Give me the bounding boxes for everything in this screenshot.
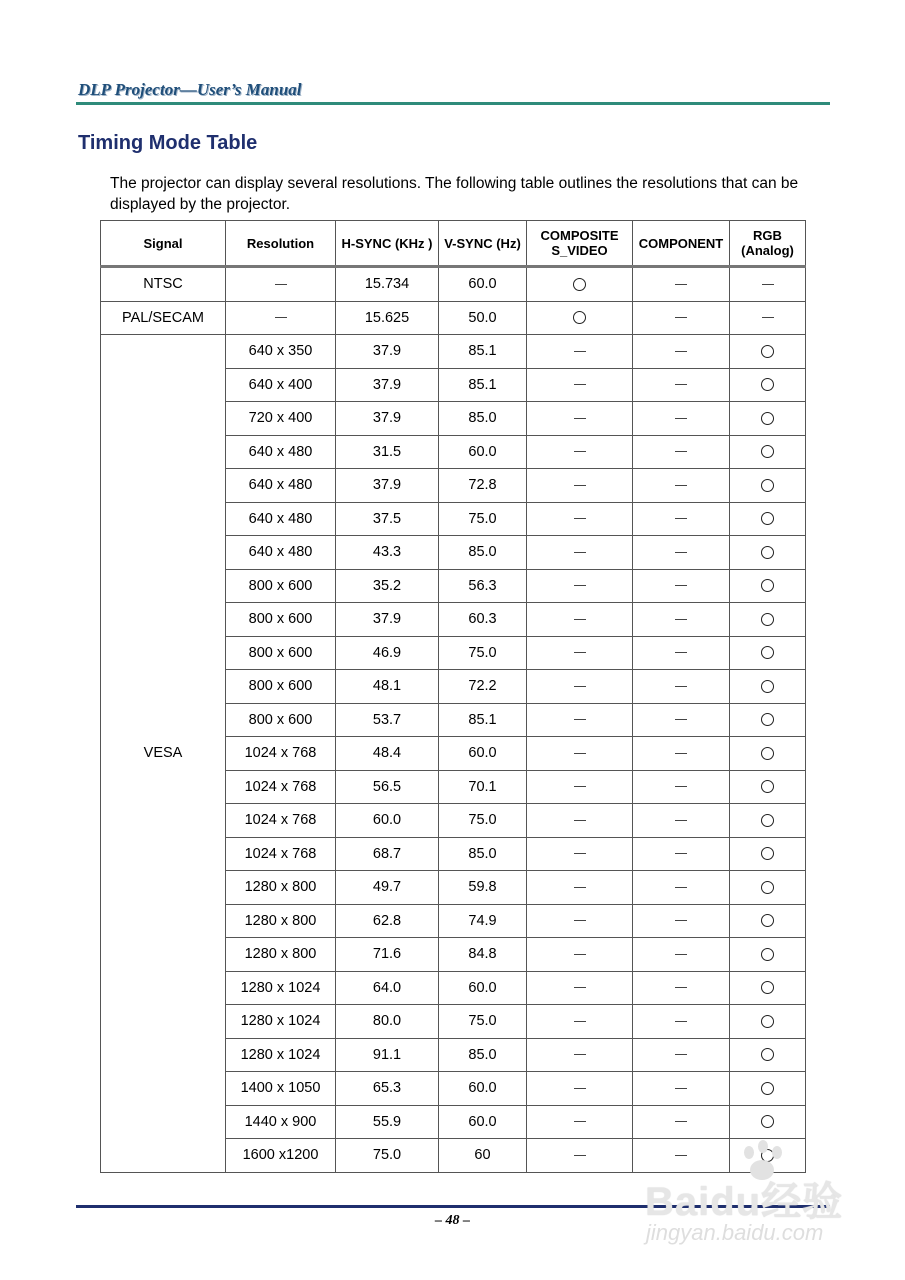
cell-res [226,402,336,436]
cell-h: 37.9 [336,402,439,436]
dash-mark-icon [574,786,586,787]
cell-comp [527,603,633,637]
dash-mark-icon [574,753,586,754]
cell-text: 1280 x 1024 [240,1046,321,1063]
cell-text: 1400 x 1050 [240,1080,321,1097]
cell-v: 60.0 [439,971,527,1005]
cell-rgb [730,737,806,771]
cell-h: 37.9 [336,469,439,503]
dash-mark-icon [574,1121,586,1122]
cell-rgb [730,368,806,402]
watermark-brand: Baidu经验 [645,1180,844,1224]
dash-mark-icon [675,1054,687,1055]
cell-cpt [633,469,730,503]
dash-mark-icon [675,284,687,285]
cell-text: 1280 x 1024 [240,1013,321,1030]
cell-v: 50.0 [439,301,527,335]
dash-mark-icon [574,518,586,519]
cell-comp [527,871,633,905]
cell-cpt [633,502,730,536]
cell-h: 71.6 [336,938,439,972]
dash-mark-icon [574,585,586,586]
dash-mark-icon [675,619,687,620]
cell-v: 85.0 [439,402,527,436]
cell-comp [527,1038,633,1072]
cell-text: 800 x 600 [248,678,313,695]
cell-comp [527,837,633,871]
circle-mark-icon [761,680,774,693]
cell-text: 1024 x 768 [244,845,317,862]
dash-mark-icon [574,887,586,888]
cell-rgb [730,435,806,469]
section-title: Timing Mode Table [78,132,258,154]
cell-v: 75.0 [439,636,527,670]
cell-comp [527,536,633,570]
column-header: Signal [101,221,226,267]
dash-mark-icon [574,719,586,720]
cell-text: 640 x 480 [248,544,313,561]
cell-res [226,1005,336,1039]
dash-mark-icon [574,1155,586,1156]
cell-res [226,603,336,637]
cell-cpt [633,402,730,436]
cell-comp [527,267,633,302]
circle-mark-icon [761,646,774,659]
cell-rgb [730,1105,806,1139]
cell-h: 31.5 [336,435,439,469]
circle-mark-icon [761,1015,774,1028]
cell-cpt [633,871,730,905]
dash-mark-icon [574,954,586,955]
cell-cpt [633,1005,730,1039]
cell-rgb [730,871,806,905]
cell-rgb [730,1038,806,1072]
cell-v: 60.3 [439,603,527,637]
cell-text: 640 x 350 [248,343,313,360]
cell-cpt [633,435,730,469]
cell-text: 1280 x 800 [244,912,317,929]
cell-h: 55.9 [336,1105,439,1139]
dash-mark-icon [675,418,687,419]
cell-cpt [633,603,730,637]
cell-res [226,1105,336,1139]
cell-rgb [730,904,806,938]
cell-res [226,770,336,804]
dash-mark-icon [574,552,586,553]
dash-mark-icon [574,652,586,653]
cell-res [226,971,336,1005]
dash-mark-icon [574,987,586,988]
cell-comp [527,1005,633,1039]
cell-rgb [730,402,806,436]
cell-cpt [633,804,730,838]
cell-text: 1280 x 1024 [240,979,321,996]
cell-res [226,1038,336,1072]
cell-comp [527,636,633,670]
cell-rgb [730,837,806,871]
cell-text: 640 x 480 [248,477,313,494]
cell-h: 15.734 [336,267,439,302]
cell-comp [527,971,633,1005]
cell-text: 1024 x 768 [244,778,317,795]
cell-v: 85.0 [439,536,527,570]
circle-mark-icon [761,914,774,927]
circle-mark-icon [761,948,774,961]
cell-comp [527,1139,633,1173]
cell-v: 85.1 [439,335,527,369]
cell-res [226,469,336,503]
dash-mark-icon [762,317,774,318]
cell-cpt [633,301,730,335]
watermark-url: jingyan.baidu.com [646,1220,824,1245]
cell-h: 80.0 [336,1005,439,1039]
circle-mark-icon [761,981,774,994]
cell-rgb [730,703,806,737]
dash-mark-icon [675,485,687,486]
cell-h: 64.0 [336,971,439,1005]
cell-comp [527,368,633,402]
cell-res [226,938,336,972]
table-row [101,335,806,369]
dash-mark-icon [574,820,586,821]
table-row [101,267,806,302]
dash-mark-icon [675,887,687,888]
cell-text: 640 x 400 [248,376,313,393]
cell-h: 56.5 [336,770,439,804]
column-header: V-SYNC (Hz) [439,221,527,267]
dash-mark-icon [675,719,687,720]
cell-text: 720 x 400 [248,410,313,427]
cell-cpt [633,837,730,871]
cell-res [226,435,336,469]
cell-v: 70.1 [439,770,527,804]
cell-res [226,536,336,570]
cell-v: 84.8 [439,938,527,972]
circle-mark-icon [761,412,774,425]
cell-v: 85.1 [439,703,527,737]
dash-mark-icon [675,686,687,687]
cell-v: 60.0 [439,267,527,302]
cell-comp [527,938,633,972]
cell-res [226,636,336,670]
cell-v: 56.3 [439,569,527,603]
dash-mark-icon [574,853,586,854]
cell-text: 800 x 600 [248,577,313,594]
dash-mark-icon [574,686,586,687]
header-divider [76,102,830,105]
dash-mark-icon [574,619,586,620]
dash-mark-icon [675,552,687,553]
cell-comp [527,703,633,737]
dash-mark-icon [675,954,687,955]
circle-mark-icon [761,445,774,458]
cell-res [226,502,336,536]
cell-comp [527,335,633,369]
cell-h: 37.5 [336,502,439,536]
cell-rgb [730,971,806,1005]
cell-h: 37.9 [336,368,439,402]
cell-res [226,267,336,302]
dash-mark-icon [675,1088,687,1089]
dash-mark-icon [675,317,687,318]
cell-text: 1600 x1200 [242,1147,319,1164]
circle-mark-icon [761,847,774,860]
cell-comp [527,804,633,838]
circle-mark-icon [761,1082,774,1095]
dash-mark-icon [574,920,586,921]
cell-rgb [730,670,806,704]
dash-mark-icon [675,384,687,385]
cell-h: 60.0 [336,804,439,838]
dash-mark-icon [574,384,586,385]
timing-mode-table [100,220,806,1173]
cell-cpt [633,770,730,804]
cell-comp [527,737,633,771]
cell-v: 72.2 [439,670,527,704]
cell-h: 53.7 [336,703,439,737]
cell-signal: PAL/SECAM [101,301,226,335]
cell-comp [527,301,633,335]
cell-text: 640 x 480 [248,443,313,460]
cell-rgb [730,335,806,369]
cell-res [226,368,336,402]
dash-mark-icon [675,987,687,988]
cell-comp [527,770,633,804]
cell-h: 68.7 [336,837,439,871]
cell-text: 1024 x 768 [244,812,317,829]
dash-mark-icon [675,518,687,519]
cell-rgb [730,502,806,536]
circle-mark-icon [573,278,586,291]
cell-h: 48.4 [336,737,439,771]
cell-res [226,670,336,704]
cell-v: 60.0 [439,1072,527,1106]
cell-res [226,871,336,905]
cell-cpt [633,971,730,1005]
cell-h: 48.1 [336,670,439,704]
dash-mark-icon [762,284,774,285]
cell-v: 72.8 [439,469,527,503]
cell-v: 75.0 [439,1005,527,1039]
cell-cpt [633,670,730,704]
column-header: H-SYNC (KHz ) [336,221,439,267]
column-header: COMPOSITE S_VIDEO [527,221,633,267]
cell-cpt [633,636,730,670]
cell-rgb [730,770,806,804]
cell-cpt [633,938,730,972]
circle-mark-icon [761,579,774,592]
cell-comp [527,502,633,536]
cell-comp [527,904,633,938]
header-title: DLP Projector—User’s Manual [78,80,302,99]
cell-comp [527,569,633,603]
cell-h: 43.3 [336,536,439,570]
circle-mark-icon [761,512,774,525]
cell-rgb [730,804,806,838]
cell-signal: NTSC [101,267,226,302]
page-number: – 48 – [435,1213,470,1228]
cell-h: 49.7 [336,871,439,905]
cell-text: 800 x 600 [248,611,313,628]
dash-mark-icon [275,284,287,285]
cell-comp [527,402,633,436]
cell-res [226,1139,336,1173]
cell-v: 85.0 [439,837,527,871]
cell-cpt [633,737,730,771]
dash-mark-icon [675,753,687,754]
dash-mark-icon [675,351,687,352]
cell-v: 60 [439,1139,527,1173]
cell-rgb [730,603,806,637]
column-header: Resolution [226,221,336,267]
cell-comp [527,469,633,503]
circle-mark-icon [761,479,774,492]
column-header: RGB (Analog) [730,221,806,267]
dash-mark-icon [675,585,687,586]
circle-mark-icon [761,881,774,894]
cell-v: 85.1 [439,368,527,402]
cell-res [226,569,336,603]
cell-rgb [730,636,806,670]
dash-mark-icon [574,1021,586,1022]
dash-mark-icon [574,451,586,452]
cell-signal: VESA [101,335,226,1173]
cell-h: 46.9 [336,636,439,670]
cell-cpt [633,904,730,938]
cell-cpt [633,368,730,402]
cell-text: 800 x 600 [248,711,313,728]
circle-mark-icon [761,814,774,827]
dash-mark-icon [675,652,687,653]
cell-comp [527,1105,633,1139]
circle-mark-icon [761,378,774,391]
dash-mark-icon [275,317,287,318]
cell-comp [527,435,633,469]
circle-mark-icon [761,713,774,726]
cell-v: 75.0 [439,804,527,838]
cell-cpt [633,703,730,737]
dash-mark-icon [675,451,687,452]
cell-res [226,737,336,771]
cell-rgb [730,569,806,603]
cell-cpt [633,569,730,603]
cell-comp [527,670,633,704]
circle-mark-icon [761,345,774,358]
table-header-row [101,221,806,267]
dash-mark-icon [675,1121,687,1122]
cell-h: 35.2 [336,569,439,603]
circle-mark-icon [761,747,774,760]
dash-mark-icon [574,351,586,352]
cell-rgb [730,301,806,335]
dash-mark-icon [675,853,687,854]
cell-h: 37.9 [336,603,439,637]
cell-text: 1280 x 800 [244,879,317,896]
cell-cpt [633,1038,730,1072]
cell-v: 60.0 [439,737,527,771]
cell-text: 1024 x 768 [244,745,317,762]
dash-mark-icon [574,418,586,419]
cell-rgb [730,1005,806,1039]
cell-cpt [633,335,730,369]
cell-v: 60.0 [439,435,527,469]
circle-mark-icon [761,613,774,626]
cell-v: 59.8 [439,871,527,905]
circle-mark-icon [761,780,774,793]
cell-rgb [730,267,806,302]
cell-text: 1280 x 800 [244,946,317,963]
cell-cpt [633,1105,730,1139]
cell-rgb [730,469,806,503]
dash-mark-icon [574,485,586,486]
cell-v: 75.0 [439,502,527,536]
cell-text: 800 x 600 [248,644,313,661]
cell-rgb [730,938,806,972]
watermark [640,1140,860,1270]
cell-cpt [633,536,730,570]
cell-text: 640 x 480 [248,510,313,527]
dash-mark-icon [574,1088,586,1089]
dash-mark-icon [574,1054,586,1055]
cell-h: 62.8 [336,904,439,938]
cell-cpt [633,267,730,302]
cell-h: 37.9 [336,335,439,369]
dash-mark-icon [675,920,687,921]
dash-mark-icon [675,1021,687,1022]
cell-rgb [730,536,806,570]
cell-h: 65.3 [336,1072,439,1106]
cell-comp [527,1072,633,1106]
cell-res [226,301,336,335]
circle-mark-icon [761,546,774,559]
cell-res [226,837,336,871]
column-header: COMPONENT [633,221,730,267]
circle-mark-icon [573,311,586,324]
cell-h: 15.625 [336,301,439,335]
circle-mark-icon [761,1115,774,1128]
cell-cpt [633,1072,730,1106]
dash-mark-icon [675,786,687,787]
cell-res [226,804,336,838]
cell-rgb [730,1072,806,1106]
cell-v: 60.0 [439,1105,527,1139]
cell-res [226,904,336,938]
cell-res [226,1072,336,1106]
circle-mark-icon [761,1048,774,1061]
cell-h: 75.0 [336,1139,439,1173]
cell-text: 1440 x 900 [244,1113,317,1130]
cell-res [226,335,336,369]
cell-res [226,703,336,737]
cell-h: 91.1 [336,1038,439,1072]
cell-v: 85.0 [439,1038,527,1072]
dash-mark-icon [675,820,687,821]
table-row [101,301,806,335]
intro-paragraph: The projector can display several resolutions. The following table outlines the resolutions that can be displayed by the projector. [110,175,799,213]
cell-v: 74.9 [439,904,527,938]
